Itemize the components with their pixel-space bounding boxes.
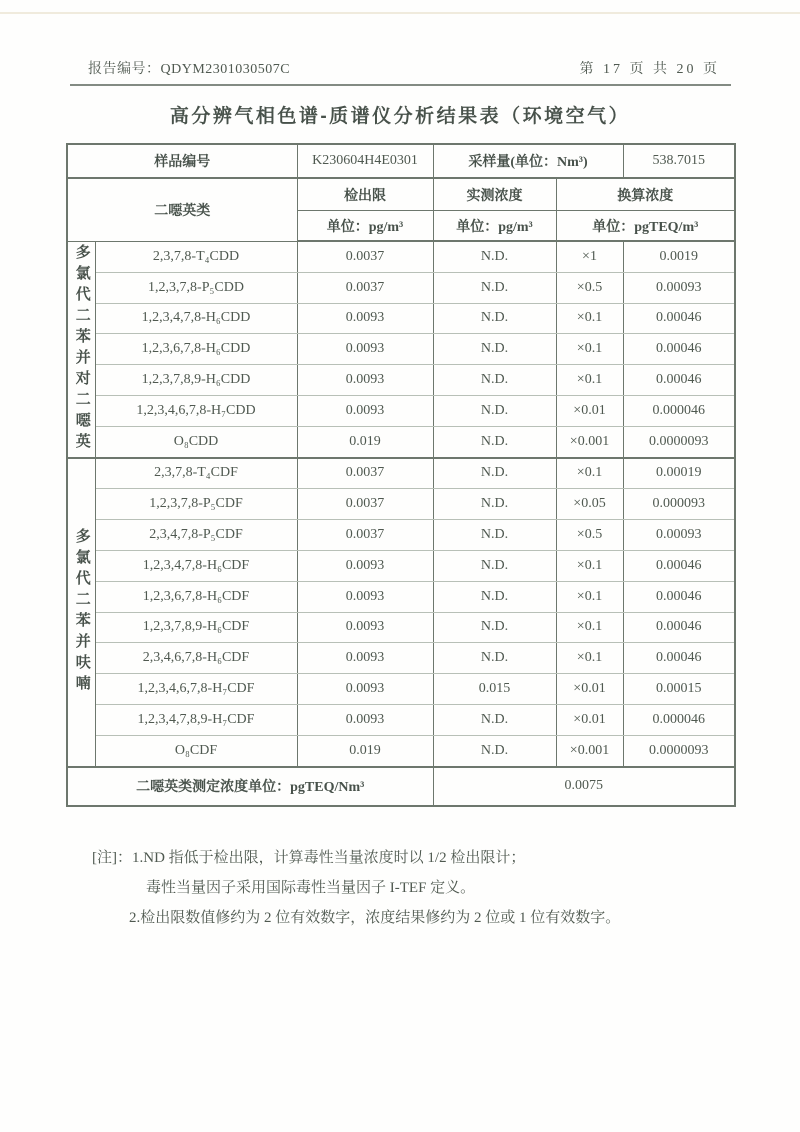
detection-limit-header: 检出限 [297, 178, 433, 211]
total-row [67, 767, 735, 806]
measured-unit: 单位：pg/m³ [433, 211, 556, 242]
congener-name: O₈CDD [95, 426, 297, 457]
teq-factor: ×0.1 [556, 550, 623, 581]
teq-value: 0.0000093 [623, 735, 735, 766]
teq-factor: ×0.1 [556, 334, 623, 365]
note-line-1: [注]：1.ND 指低于检出限，计算毒性当量浓度时以 1/2 检出限计； [92, 850, 526, 866]
table-row [67, 334, 735, 365]
congener-name: 1,2,3,4,7,8,9-H₇CDF [95, 704, 297, 735]
teq-factor: ×0.001 [556, 426, 623, 457]
teq-value: 0.000046 [623, 395, 735, 426]
column-header-row [67, 178, 735, 211]
header-divider [70, 84, 731, 86]
detection-limit-value: 0.0093 [297, 303, 433, 334]
congener-name: 1,2,3,4,7,8-H₆CDD [95, 303, 297, 334]
teq-value: 0.00046 [623, 365, 735, 396]
measured-value: N.D. [433, 458, 556, 489]
congener-name: 1,2,3,7,8-P₅CDD [95, 272, 297, 303]
detection-limit-value: 0.019 [297, 426, 433, 457]
measured-value: N.D. [433, 272, 556, 303]
table-row [67, 365, 735, 396]
teq-value: 0.00093 [623, 520, 735, 551]
notes-block [92, 843, 712, 933]
report-number-value: QDYM2301030507C [160, 62, 291, 77]
congener-name: 1,2,3,7,8,9-H₆CDF [95, 612, 297, 643]
detection-limit-value: 0.0037 [297, 520, 433, 551]
measured-value: N.D. [433, 520, 556, 551]
teq-factor: ×0.5 [556, 520, 623, 551]
total-label: 二噁英类测定浓度单位：pgTEQ/Nm³ [67, 767, 433, 806]
teq-value: 0.00046 [623, 612, 735, 643]
group-label-text: 多氯代二苯并呋喃 [73, 528, 90, 697]
table-row [67, 458, 735, 489]
congener-name: 2,3,4,6,7,8-H₆CDF [95, 643, 297, 674]
detection-limit-value: 0.0037 [297, 458, 433, 489]
teq-factor: ×0.01 [556, 674, 623, 705]
detection-limit-value: 0.0093 [297, 334, 433, 365]
teq-factor: ×0.1 [556, 458, 623, 489]
teq-value: 0.0019 [623, 241, 735, 272]
teq-factor: ×0.05 [556, 489, 623, 520]
congener-name: O₈CDF [95, 735, 297, 766]
detection-limit-unit: 单位：pg/m³ [297, 211, 433, 242]
analyte-column-header: 二噁英类 [67, 178, 297, 241]
teq-value: 0.0000093 [623, 426, 735, 457]
measured-value: N.D. [433, 303, 556, 334]
teq-value: 0.00046 [623, 581, 735, 612]
congener-name: 1,2,3,4,7,8-H₆CDF [95, 550, 297, 581]
measured-value: N.D. [433, 735, 556, 766]
table-row [67, 241, 735, 272]
group-label-text: 多氯代二苯并对二噁英 [73, 244, 90, 455]
detection-limit-value: 0.019 [297, 735, 433, 766]
teq-factor: ×0.01 [556, 395, 623, 426]
teq-factor: ×0.1 [556, 365, 623, 396]
congener-name: 1,2,3,6,7,8-H₆CDD [95, 334, 297, 365]
group-label [67, 458, 95, 767]
detection-limit-value: 0.0093 [297, 704, 433, 735]
teq-value: 0.00046 [623, 643, 735, 674]
table-row [67, 581, 735, 612]
congener-name: 1,2,3,6,7,8-H₆CDF [95, 581, 297, 612]
measured-value: 0.015 [433, 674, 556, 705]
detection-limit-value: 0.0093 [297, 550, 433, 581]
detection-limit-value: 0.0037 [297, 489, 433, 520]
sample-volume-label: 采样量(单位：Nm³) [433, 144, 623, 178]
measured-value: N.D. [433, 334, 556, 365]
measured-value: N.D. [433, 489, 556, 520]
total-value: 0.0075 [433, 767, 735, 806]
teq-factor: ×1 [556, 241, 623, 272]
detection-limit-value: 0.0093 [297, 612, 433, 643]
note-line-3: 2.检出限数值修约为 2 位有效数字，浓度结果修约为 2 位或 1 位有效数字。 [129, 910, 621, 926]
congener-name: 1,2,3,4,6,7,8-H₇CDF [95, 674, 297, 705]
table-row [67, 550, 735, 581]
measured-value: N.D. [433, 365, 556, 396]
table-row [67, 426, 735, 457]
measured-value: N.D. [433, 581, 556, 612]
converted-header: 换算浓度 [556, 178, 735, 211]
teq-value: 0.00046 [623, 303, 735, 334]
group-label [67, 241, 95, 458]
congener-name: 2,3,4,7,8-P₅CDF [95, 520, 297, 551]
table-row [67, 612, 735, 643]
teq-factor: ×0.1 [556, 612, 623, 643]
detection-limit-value: 0.0093 [297, 365, 433, 396]
measured-value: N.D. [433, 704, 556, 735]
measured-value: N.D. [433, 612, 556, 643]
page-indicator: 第 17 页 共 20 页 [579, 62, 720, 77]
teq-value: 0.00019 [623, 458, 735, 489]
teq-factor: ×0.01 [556, 704, 623, 735]
congener-name: 2,3,7,8-T₄CDF [95, 458, 297, 489]
measured-value: N.D. [433, 241, 556, 272]
table-row [67, 303, 735, 334]
teq-value: 0.00015 [623, 674, 735, 705]
sample-info-row [67, 144, 735, 178]
congener-name: 1,2,3,7,8-P₅CDF [95, 489, 297, 520]
teq-value: 0.000046 [623, 704, 735, 735]
table-row [67, 272, 735, 303]
report-number [88, 58, 290, 78]
sample-id-value: K230604H4E0301 [297, 144, 433, 178]
teq-value: 0.00046 [623, 550, 735, 581]
sample-volume-value: 538.7015 [623, 144, 735, 178]
table-row [67, 704, 735, 735]
table-row [67, 395, 735, 426]
note-line-2: 毒性当量因子采用国际毒性当量因子 I-TEF 定义。 [146, 880, 476, 896]
table-row [67, 520, 735, 551]
teq-value: 0.00046 [623, 334, 735, 365]
table-row [67, 489, 735, 520]
detection-limit-value: 0.0093 [297, 674, 433, 705]
page-header [88, 57, 728, 79]
congener-name: 2,3,7,8-T₄CDD [95, 241, 297, 272]
teq-value: 0.000093 [623, 489, 735, 520]
congener-name: 1,2,3,7,8,9-H₆CDD [95, 365, 297, 396]
results-table [66, 143, 736, 807]
teq-factor: ×0.001 [556, 735, 623, 766]
detection-limit-value: 0.0093 [297, 395, 433, 426]
teq-factor: ×0.5 [556, 272, 623, 303]
detection-limit-value: 0.0037 [297, 241, 433, 272]
table-row [67, 735, 735, 766]
teq-factor: ×0.1 [556, 581, 623, 612]
scan-artifact-line [0, 12, 800, 14]
detection-limit-value: 0.0037 [297, 272, 433, 303]
table-row [67, 643, 735, 674]
teq-value: 0.00093 [623, 272, 735, 303]
teq-factor: ×0.1 [556, 643, 623, 674]
measured-value: N.D. [433, 395, 556, 426]
teq-factor: ×0.1 [556, 303, 623, 334]
congener-name: 1,2,3,4,6,7,8-H₇CDD [95, 395, 297, 426]
table-row [67, 674, 735, 705]
document-title: 高分辨气相色谱-质谱仪分析结果表（环境空气） [169, 106, 631, 127]
measured-value: N.D. [433, 643, 556, 674]
report-number-label: 报告编号： [88, 62, 161, 77]
detection-limit-value: 0.0093 [297, 643, 433, 674]
detection-limit-value: 0.0093 [297, 581, 433, 612]
measured-value: N.D. [433, 426, 556, 457]
measured-header: 实测浓度 [433, 178, 556, 211]
converted-unit: 单位：pgTEQ/m³ [556, 211, 735, 242]
sample-id-label: 样品编号 [67, 144, 297, 178]
measured-value: N.D. [433, 550, 556, 581]
